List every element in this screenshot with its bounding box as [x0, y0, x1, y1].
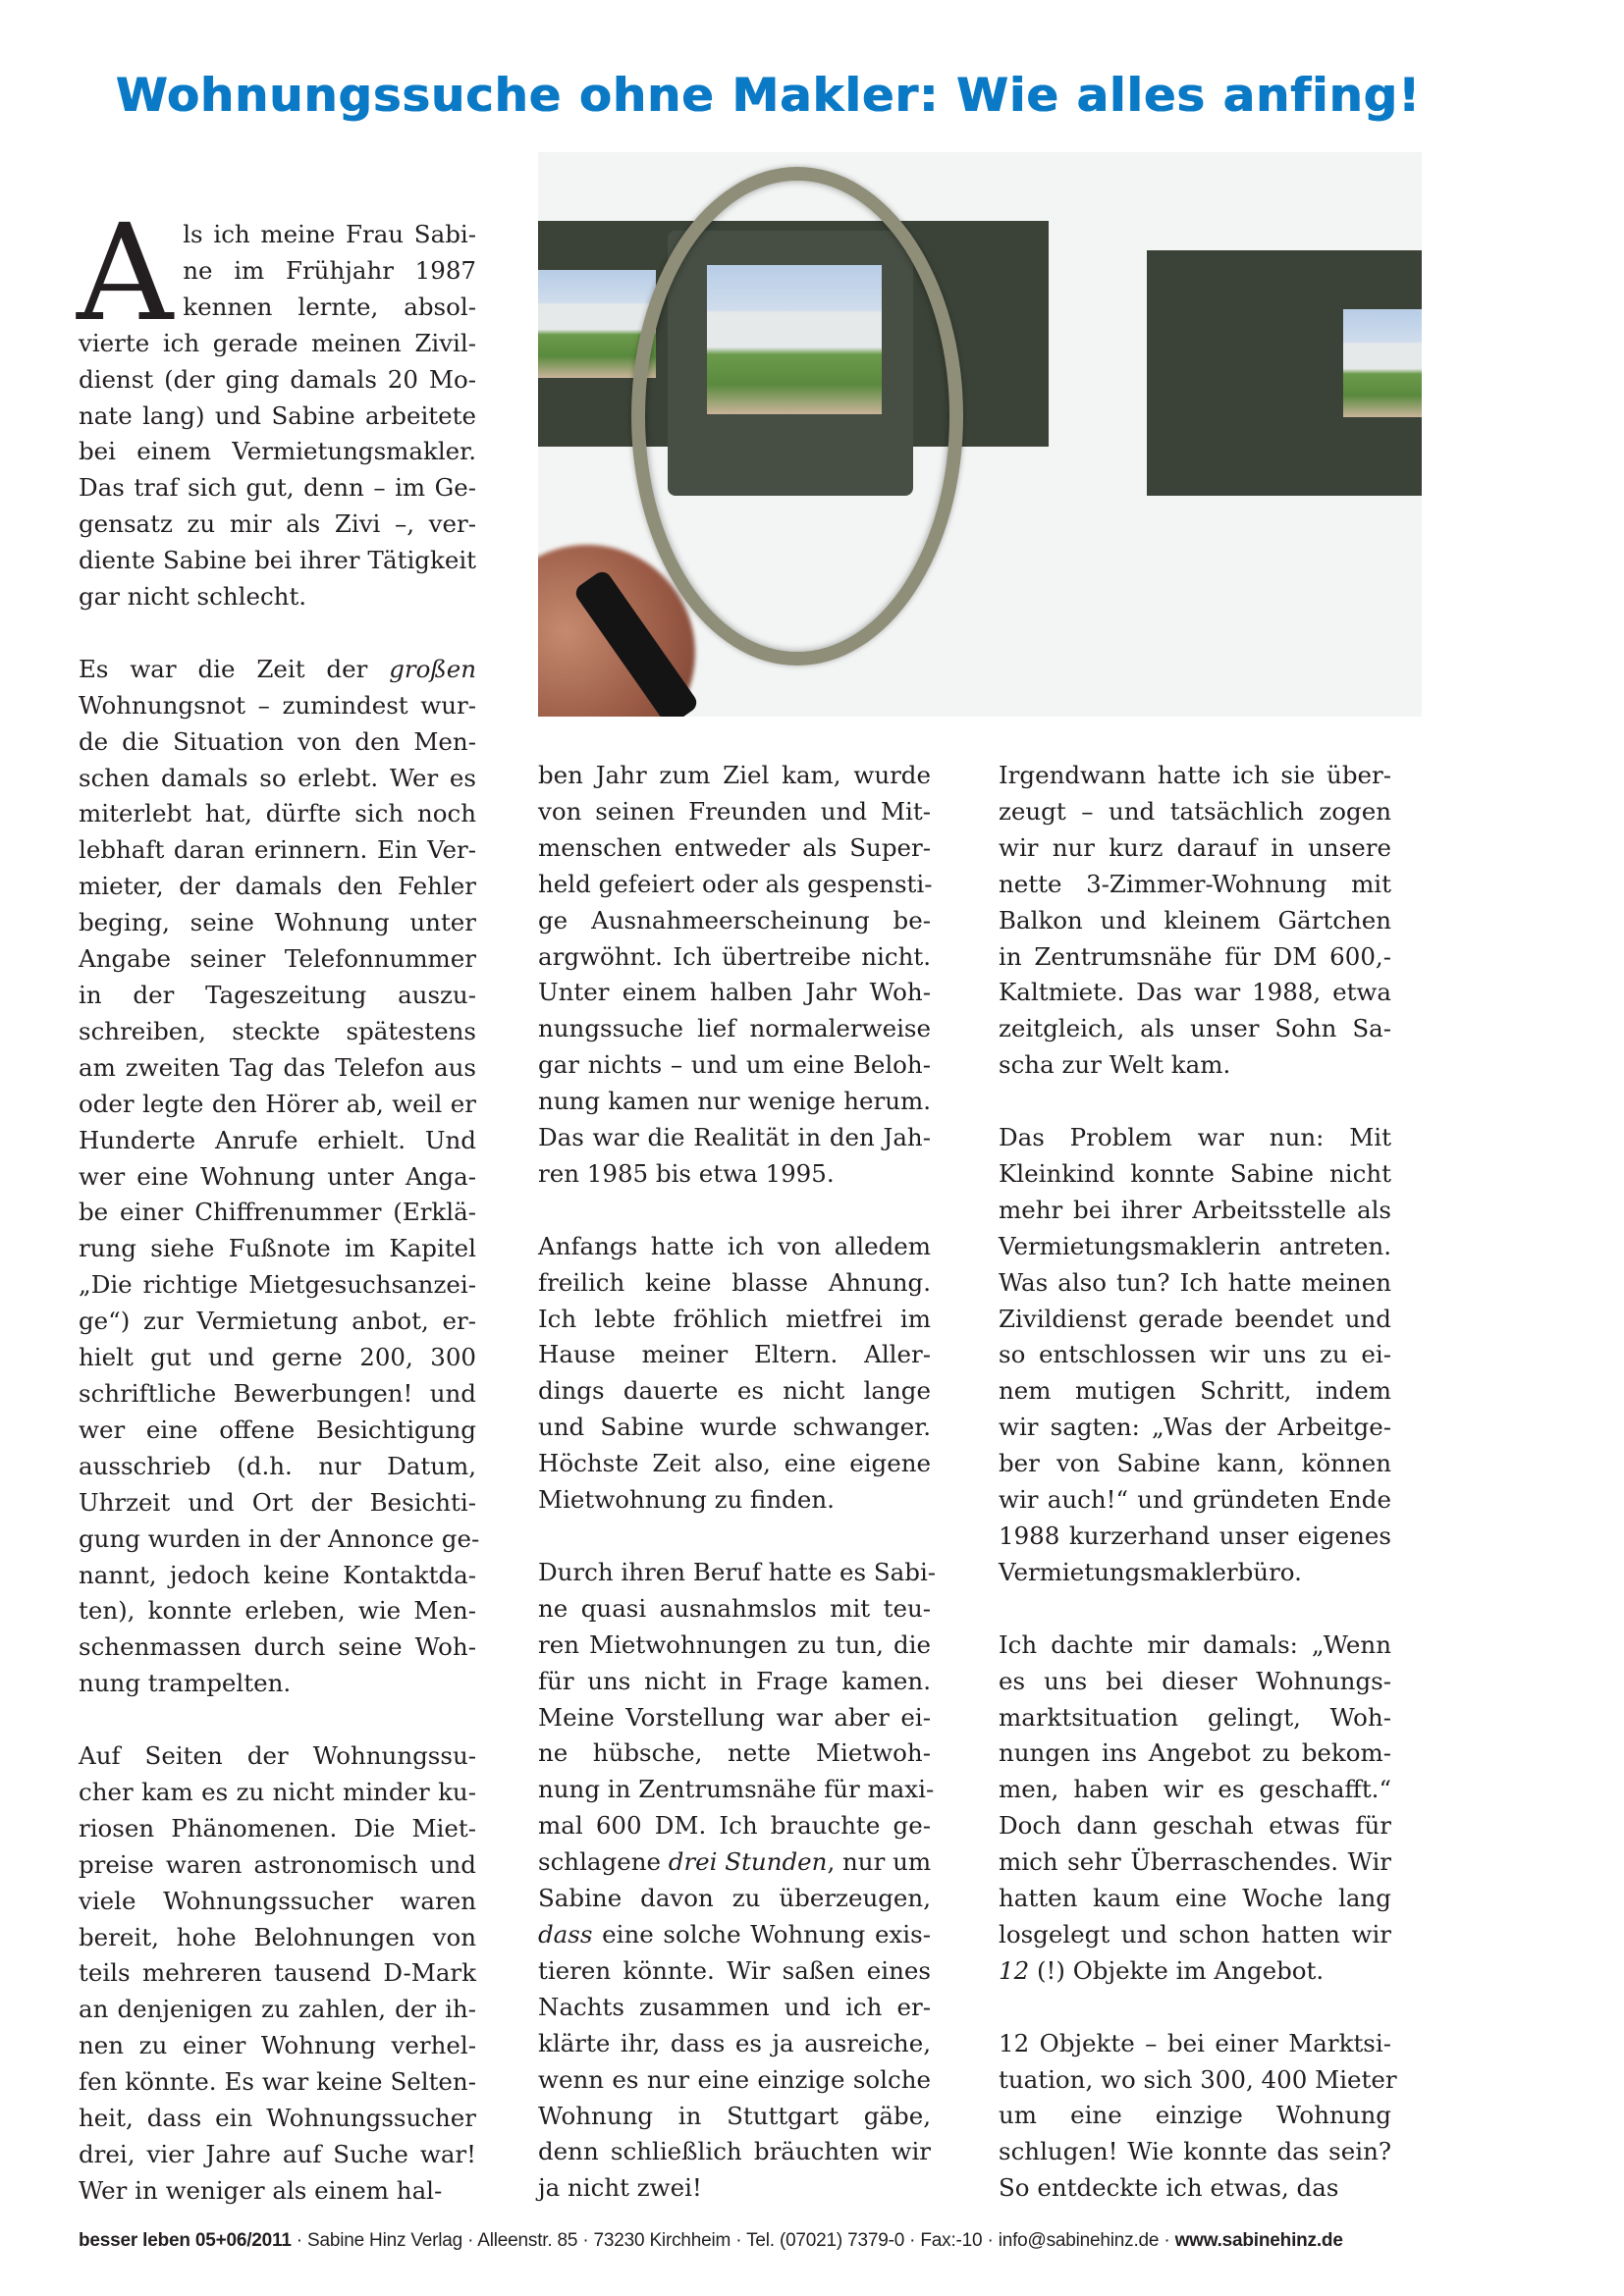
- text-line: dienst (der ging damals 20 Mo-: [79, 364, 476, 394]
- text-line: beging, seine Wohnung unter: [79, 908, 476, 937]
- paragraph-text: [79, 652, 480, 1702]
- text-line: Anfangs hatte ich von alledem: [538, 1231, 931, 1260]
- text-line: tuation, wo sich 300, 400 Mieter: [999, 2064, 1397, 2094]
- text-line: drei, vier Jahre auf Suche war!: [79, 2140, 476, 2168]
- text-line: bei einem Vermietungsmakler.: [79, 437, 476, 466]
- text-line: nung trampelten.: [79, 1669, 292, 1698]
- paragraph: [538, 1555, 937, 2207]
- text-line: riosen Phänomenen. Die Miet-: [79, 1813, 476, 1842]
- magnifier-lens-icon: [631, 167, 963, 666]
- paragraph: [79, 1738, 476, 2210]
- text-line: Höchste Zeit also, eine eigene: [538, 1449, 931, 1478]
- text-line: Wohnungsnot – zumindest wur-: [79, 690, 476, 720]
- text-line: in der Tageszeitung auszu-: [79, 981, 476, 1010]
- text-line: tieren könnte. Wir saßen eines: [538, 1955, 931, 1985]
- text-line: Mietwohnung zu finden.: [538, 1485, 835, 1515]
- article-title: Wohnungssuche ohne Makler: Wie alles anfing!: [116, 69, 1422, 123]
- website-link[interactable]: www.sabinehinz.de: [1174, 2230, 1343, 2251]
- slide-house-right: [1343, 309, 1422, 417]
- text-line: Durch ihren Beruf hatte es Sabi-: [538, 1557, 937, 1586]
- text-line: für uns nicht in Frage kamen.: [538, 1666, 931, 1695]
- text-line: freilich keine blasse Ahnung.: [538, 1267, 931, 1297]
- text-line: nung kamen nur wenige herum.: [538, 1087, 931, 1116]
- text-line: Es war die Zeit der großen: [79, 654, 476, 683]
- text-line: nungen ins Angebot zu bekom-: [999, 1738, 1391, 1768]
- paragraph-text: [999, 1120, 1391, 1591]
- paragraph-text: [538, 758, 931, 1193]
- text-line: scha zur Welt kam.: [999, 1050, 1231, 1080]
- text-line: argwöhnt. Ich übertreibe nicht.: [538, 941, 931, 971]
- paragraph-text: [538, 1555, 937, 2207]
- text-line: von seinen Freunden und Mit-: [538, 796, 931, 826]
- text-line: so entschlossen wir uns zu ei-: [999, 1340, 1391, 1369]
- text-line: nen zu einer Wohnung verhel-: [79, 2031, 476, 2060]
- text-line: dings dauerte es nicht lange: [538, 1376, 931, 1406]
- text-line: diente Sabine bei ihrer Tätigkeit: [79, 546, 476, 575]
- text-line: mal 600 DM. Ich brauchte ge-: [538, 1811, 931, 1841]
- text-line: Das war die Realität in den Jah-: [538, 1123, 931, 1152]
- text-line: Wohnung in Stuttgart gäbe,: [538, 2101, 931, 2130]
- text-line: am zweiten Tag das Telefon aus: [79, 1052, 476, 1082]
- paragraph: [999, 1628, 1391, 1990]
- text-line: de die Situation von den Men-: [79, 726, 476, 756]
- text-line: schriftliche Bewerbungen! und: [79, 1378, 476, 1408]
- fax: Fax:-10: [920, 2230, 983, 2251]
- text-line: klärte ihr, dass es ja ausreiche,: [538, 2028, 931, 2057]
- text-line: Das traf sich gut, denn – im Ge-: [79, 473, 476, 503]
- text-line: Meine Vorstellung war aber ei-: [538, 1702, 931, 1732]
- text-line: wer eine offene Besichtigung: [79, 1415, 476, 1444]
- paragraph-text: [999, 758, 1391, 1084]
- text-line: teils mehreren tausend D-Mark: [79, 1958, 476, 1988]
- text-line: mieter, der damals den Fehler: [79, 872, 476, 901]
- article-column-right: [999, 758, 1397, 2207]
- text-line: gar nichts – und um eine Beloh-: [538, 1050, 931, 1080]
- text-line: mich sehr Überraschendes. Wir: [999, 1847, 1391, 1877]
- text-line: marktsituation gelingt, Woh-: [999, 1702, 1391, 1732]
- text-line: ge“) zur Vermietung anbot, er-: [79, 1307, 476, 1336]
- text-line: Doch dann geschah etwas für: [999, 1811, 1391, 1841]
- text-line: gensatz zu mir als Zivi –, ver-: [79, 509, 476, 539]
- article-column-left: [77, 196, 480, 2210]
- text-line: und Sabine wurde schwanger.: [538, 1413, 931, 1442]
- text-line: lebhaft daran erinnern. Ein Ver-: [79, 835, 476, 865]
- text-line: Wer in weniger als einem hal-: [79, 2175, 443, 2205]
- drop-cap: A: [77, 196, 174, 351]
- text-line: heit, dass ein Wohnungssucher: [79, 2104, 476, 2133]
- text-line: ne quasi ausnahmslos mit teu-: [538, 1593, 931, 1623]
- text-line: wer eine Wohnung unter Anga-: [79, 1161, 476, 1191]
- text-line: gar nicht schlecht.: [79, 582, 307, 612]
- text-line: So entdeckte ich etwas, das: [999, 2173, 1339, 2203]
- text-line: Vermietungsmaklerbüro.: [999, 1557, 1302, 1586]
- text-line: schlugen! Wie konnte das sein?: [999, 2137, 1391, 2166]
- text-line: mehr bei ihrer Arbeitsstelle als: [999, 1195, 1391, 1224]
- text-line: nate lang) und Sabine arbeitete: [79, 400, 476, 430]
- text-line: nung in Zentrumsnähe für maxi-: [538, 1775, 935, 1804]
- magnifier-photo: [538, 152, 1422, 717]
- text-line: Nachts zusammen und ich er-: [538, 1992, 931, 2021]
- text-line: ten), konnte erleben, wie Men-: [79, 1596, 476, 1626]
- text-line: nungssuche lief normalerweise: [538, 1014, 931, 1043]
- paragraph: [538, 758, 931, 1193]
- text-line: zeugt – und tatsächlich zogen: [999, 796, 1391, 826]
- text-line: an denjenigen zu zahlen, der ih-: [79, 1995, 476, 2024]
- text-line: kennen lernte, absol-: [183, 292, 476, 321]
- text-line: schenmassen durch seine Woh-: [79, 1632, 476, 1662]
- text-line: Uhrzeit und Ort der Besichti-: [79, 1487, 476, 1517]
- text-line: rung siehe Fußnote im Kapitel: [79, 1234, 476, 1263]
- text-line: Was also tun? Ich hatte meinen: [999, 1267, 1391, 1297]
- text-line: Ich lebte fröhlich mietfrei im: [538, 1304, 931, 1333]
- text-line: denn schließlich bräuchten wir: [538, 2137, 931, 2166]
- text-line: dass eine solche Wohnung exis-: [538, 1919, 931, 1949]
- paragraph-text: [999, 2026, 1397, 2208]
- text-line: cher kam es zu nicht minder ku-: [79, 1777, 476, 1806]
- text-line: ber von Sabine kann, können: [999, 1449, 1391, 1478]
- text-line: nannt, jedoch keine Kontaktda-: [79, 1560, 476, 1589]
- text-line: Sabine davon zu überzeugen,: [538, 1884, 931, 1913]
- text-line: „Die richtige Mietgesuchsanzei-: [79, 1270, 476, 1300]
- text-line: Hause meiner Eltern. Aller-: [538, 1340, 931, 1369]
- text-line: Das Problem war nun: Mit: [999, 1123, 1391, 1152]
- paragraph: [999, 1120, 1391, 1591]
- text-line: Balkon und kleinem Gärtchen: [999, 905, 1391, 934]
- text-line: ben Jahr zum Ziel kam, wurde: [538, 761, 931, 789]
- city: 73230 Kirchheim: [593, 2230, 731, 2251]
- text-line: nette 3-Zimmer-Wohnung mit: [999, 869, 1391, 898]
- text-line: oder legte den Hörer ab, weil er: [79, 1089, 476, 1118]
- text-line: es uns bei dieser Wohnungs-: [999, 1666, 1391, 1695]
- page-footer: besser leben 05+06/2011 · Sabine Hinz Verlag · Alleenstr. 85 · 73230 Kirchheim · Tel. (07021) 7379-0 · Fax:-10 · info@sabinehinz.de · www.sabinehinz.de: [79, 2230, 1343, 2251]
- text-line: Zivildienst gerade beendet und: [999, 1304, 1391, 1333]
- text-line: held gefeiert oder als gespensti-: [538, 869, 933, 898]
- text-line: bereit, hohe Belohnungen von: [79, 1922, 476, 1951]
- text-line: vierte ich gerade meinen Zivil-: [79, 328, 476, 357]
- text-line: 12 Objekte – bei einer Marktsi-: [999, 2028, 1391, 2057]
- paragraph: [999, 2026, 1397, 2208]
- text-line: ren Mietwohnungen zu tun, die: [538, 1629, 931, 1659]
- paragraph: [538, 1229, 931, 1519]
- text-line: Irgendwann hatte ich sie über-: [999, 761, 1391, 789]
- phone: Tel. (07021) 7379-0: [746, 2230, 905, 2251]
- text-line: ls ich meine Frau Sabi-: [183, 220, 476, 248]
- text-line: wir auch!“ und gründeten Ende: [999, 1485, 1391, 1515]
- text-line: losgelegt und schon hatten wir: [999, 1919, 1391, 1949]
- text-line: Hunderte Anrufe erhielt. Und: [79, 1125, 476, 1154]
- text-line: Kaltmiete. Das war 1988, etwa: [999, 978, 1391, 1007]
- text-line: um eine einzige Wohnung: [999, 2101, 1391, 2130]
- text-line: wir nur kurz darauf in unsere: [999, 832, 1391, 862]
- paragraph: [77, 196, 476, 615]
- text-line: ausschrieb (d.h. nur Datum,: [79, 1451, 476, 1480]
- text-line: ne hübsche, nette Mietwoh-: [538, 1738, 931, 1768]
- text-line: 1988 kurzerhand unser eigenes: [999, 1522, 1391, 1551]
- text-line: schen damals so erlebt. Wer es: [79, 763, 476, 792]
- paragraph-text: [79, 1738, 476, 2210]
- text-line: Auf Seiten der Wohnungssu-: [79, 1741, 476, 1771]
- text-line: hielt gut und gerne 200, 300: [79, 1343, 476, 1372]
- text-line: Unter einem halben Jahr Woh-: [538, 978, 931, 1007]
- text-line: be einer Chiffrenummer (Erklä-: [79, 1198, 476, 1227]
- magazine-issue: besser leben 05+06/2011: [79, 2230, 292, 2251]
- text-line: viele Wohnungssucher waren: [79, 1886, 476, 1915]
- publisher: Sabine Hinz Verlag: [307, 2230, 463, 2251]
- text-line: schlagene drei Stunden, nur um: [538, 1847, 932, 1877]
- text-line: preise waren astronomisch und: [79, 1849, 476, 1879]
- text-line: Ich dachte mir damals: „Wenn: [999, 1629, 1391, 1659]
- email-link[interactable]: info@sabinehinz.de: [998, 2230, 1160, 2251]
- text-line: wenn es nur eine einzige solche: [538, 2064, 931, 2094]
- text-line: Vermietungsmaklerin antreten.: [999, 1231, 1391, 1260]
- text-line: schreiben, steckte spätestens: [79, 1016, 476, 1045]
- text-line: ja nicht zwei!: [538, 2173, 702, 2203]
- text-line: menschen entweder als Super-: [538, 832, 931, 862]
- paragraph: [999, 758, 1391, 1084]
- paragraph-text: [999, 1628, 1391, 1990]
- text-line: Angabe seiner Telefonnummer: [79, 944, 476, 974]
- text-line: 12 (!) Objekte im Angebot.: [999, 1955, 1325, 1985]
- text-line: ne im Frühjahr 1987: [183, 255, 476, 285]
- text-line: men, haben wir es geschafft.“: [999, 1775, 1391, 1804]
- text-line: Kleinkind konnte Sabine nicht: [999, 1158, 1391, 1188]
- text-line: hatten kaum eine Woche lang: [999, 1884, 1391, 1913]
- text-line: nem mutigen Schritt, indem: [999, 1376, 1391, 1406]
- text-line: ge Ausnahmeerscheinung be-: [538, 905, 931, 934]
- paragraph: [79, 652, 480, 1702]
- text-line: zeitgleich, als unser Sohn Sa-: [999, 1014, 1391, 1043]
- text-line: wir sagten: „Was der Arbeitge-: [999, 1413, 1391, 1442]
- text-line: gung wurden in der Annonce ge-: [79, 1523, 480, 1553]
- text-line: fen könnte. Es war keine Selten-: [79, 2067, 476, 2097]
- text-line: ren 1985 bis etwa 1995.: [538, 1158, 835, 1188]
- text-line: miterlebt hat, dürfte sich noch: [79, 799, 476, 828]
- paragraph-text: [538, 1229, 931, 1519]
- street-address: Alleenstr. 85: [477, 2230, 578, 2251]
- text-line: in Zentrumsnähe für DM 600,-: [999, 941, 1391, 971]
- article-column-middle: [538, 758, 937, 2207]
